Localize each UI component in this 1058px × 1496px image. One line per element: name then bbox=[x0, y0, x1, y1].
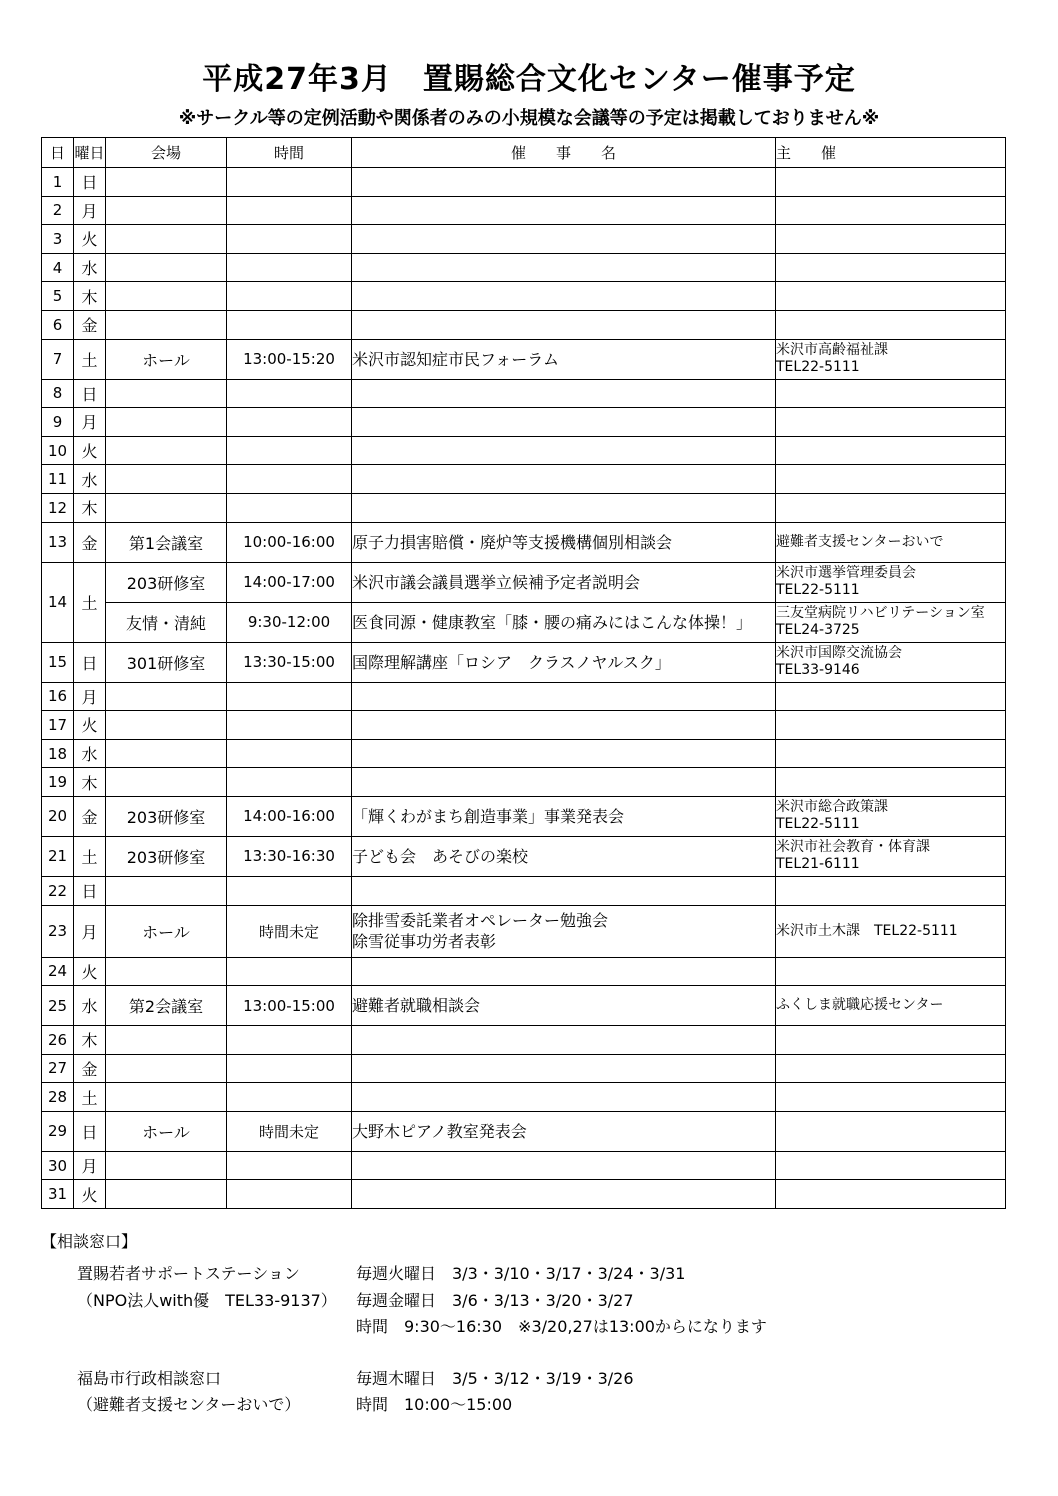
cell-event bbox=[352, 711, 776, 740]
header-event: 催 事 名 bbox=[352, 138, 776, 168]
cell-time bbox=[227, 436, 352, 465]
cell-venue bbox=[106, 253, 227, 282]
cell-day: 15 bbox=[42, 642, 74, 682]
cell-venue bbox=[106, 379, 227, 408]
cell-time bbox=[227, 1026, 352, 1055]
header-weekday: 曜日 bbox=[74, 138, 106, 168]
cell-venue: 第2会議室 bbox=[106, 986, 227, 1026]
cell-weekday: 土 bbox=[74, 339, 106, 379]
cell-venue bbox=[106, 1151, 227, 1180]
consult-org-1-sub: （NPO法人with優 TEL33-9137） bbox=[77, 1291, 337, 1310]
cell-host bbox=[776, 957, 1006, 986]
table-row bbox=[42, 339, 1006, 379]
event-line: 除雪従事功労者表彰 bbox=[352, 932, 497, 951]
cell-time: 13:00-15:00 bbox=[227, 986, 352, 1026]
cell-day: 10 bbox=[42, 436, 74, 465]
cell-event bbox=[352, 986, 776, 1026]
cell-event bbox=[352, 876, 776, 905]
cell-event bbox=[352, 168, 776, 197]
cell-host bbox=[776, 1026, 1006, 1055]
cell-day: 23 bbox=[42, 905, 74, 957]
cell-venue bbox=[106, 768, 227, 797]
cell-time: 13:00-15:20 bbox=[227, 339, 352, 379]
table-row bbox=[42, 642, 1006, 682]
cell-time: 14:00-16:00 bbox=[227, 796, 352, 836]
host-line: TEL22-5111 bbox=[776, 359, 860, 376]
cell-event bbox=[352, 1083, 776, 1112]
cell-day: 16 bbox=[42, 682, 74, 711]
cell-weekday: 水 bbox=[74, 739, 106, 768]
cell-day: 17 bbox=[42, 711, 74, 740]
cell-host bbox=[776, 253, 1006, 282]
host-line: 米沢市社会教育・体育課 bbox=[776, 839, 930, 856]
cell-weekday: 月 bbox=[74, 905, 106, 957]
table-row bbox=[42, 905, 1006, 957]
table-row bbox=[42, 1026, 1006, 1055]
cell-time: 10:00-16:00 bbox=[227, 522, 352, 562]
cell-day: 20 bbox=[42, 796, 74, 836]
cell-weekday: 月 bbox=[74, 196, 106, 225]
cell-weekday: 木 bbox=[74, 282, 106, 311]
cell-weekday: 水 bbox=[74, 986, 106, 1026]
cell-day: 7 bbox=[42, 339, 74, 379]
cell-venue: ホール bbox=[106, 905, 227, 957]
cell-host bbox=[776, 310, 1006, 339]
event-line: 原子力損害賠償・廃炉等支援機構個別相談会 bbox=[352, 532, 673, 552]
cell-weekday: 日 bbox=[74, 642, 106, 682]
cell-venue bbox=[106, 493, 227, 522]
host-line: 米沢市総合政策課 bbox=[776, 799, 888, 816]
cell-day: 25 bbox=[42, 986, 74, 1026]
cell-venue bbox=[106, 408, 227, 437]
cell-time bbox=[227, 408, 352, 437]
cell-time bbox=[227, 739, 352, 768]
cell-event bbox=[352, 310, 776, 339]
cell-weekday: 金 bbox=[74, 522, 106, 562]
cell-weekday: 木 bbox=[74, 493, 106, 522]
cell-venue bbox=[106, 1026, 227, 1055]
cell-weekday: 火 bbox=[74, 225, 106, 254]
cell-day: 5 bbox=[42, 282, 74, 311]
cell-time bbox=[227, 310, 352, 339]
event-line: 医食同源・健康教室「膝・腰の痛みにはこんな体操！」 bbox=[352, 612, 753, 632]
cell-venue: 301研修室 bbox=[106, 642, 227, 682]
consult-2-line1: 毎週木曜日 3/5・3/12・3/19・3/26 bbox=[356, 1369, 634, 1388]
table-row bbox=[42, 282, 1006, 311]
cell-host bbox=[776, 1054, 1006, 1083]
cell-event bbox=[352, 339, 776, 379]
cell-event bbox=[352, 253, 776, 282]
consult-1-line2: 毎週金曜日 3/6・3/13・3/20・3/27 bbox=[356, 1291, 634, 1310]
cell-host bbox=[776, 339, 1006, 379]
table-row bbox=[42, 379, 1006, 408]
table-row bbox=[42, 768, 1006, 797]
consult-1-line3: 時間 9:30～16:30 ※3/20,27は13:00からになります bbox=[356, 1317, 767, 1336]
cell-time bbox=[227, 1083, 352, 1112]
cell-day: 8 bbox=[42, 379, 74, 408]
cell-weekday: 水 bbox=[74, 253, 106, 282]
cell-time bbox=[227, 711, 352, 740]
host-line: TEL21-6111 bbox=[776, 856, 860, 873]
cell-time bbox=[227, 225, 352, 254]
cell-venue bbox=[106, 436, 227, 465]
cell-weekday: 月 bbox=[74, 408, 106, 437]
cell-host bbox=[776, 1111, 1006, 1151]
host-line: 三友堂病院リハビリテーション室 bbox=[776, 605, 985, 622]
event-line: 除排雪委託業者オペレーター勉強会 bbox=[352, 911, 609, 930]
cell-time bbox=[227, 1054, 352, 1083]
cell-venue bbox=[106, 465, 227, 494]
cell-time bbox=[227, 253, 352, 282]
cell-event bbox=[352, 957, 776, 986]
cell-event bbox=[352, 379, 776, 408]
cell-weekday: 水 bbox=[74, 465, 106, 494]
host-line: 米沢市土木課 TEL22-5111 bbox=[776, 922, 958, 939]
cell-time bbox=[227, 1180, 352, 1209]
cell-weekday: 火 bbox=[74, 711, 106, 740]
host-line: TEL22-5111 bbox=[776, 582, 860, 599]
cell-event bbox=[352, 1026, 776, 1055]
host-line: 避難者支援センターおいで bbox=[776, 533, 944, 550]
table-row bbox=[42, 1180, 1006, 1209]
table-row bbox=[42, 836, 1006, 876]
table-row bbox=[42, 522, 1006, 562]
cell-event bbox=[352, 905, 776, 957]
cell-event bbox=[352, 682, 776, 711]
cell-venue bbox=[106, 196, 227, 225]
table-row bbox=[42, 310, 1006, 339]
cell-day: 21 bbox=[42, 836, 74, 876]
cell-weekday: 日 bbox=[74, 876, 106, 905]
table-row bbox=[42, 876, 1006, 905]
cell-time bbox=[227, 957, 352, 986]
cell-host bbox=[776, 642, 1006, 682]
cell-day: 2 bbox=[42, 196, 74, 225]
cell-time bbox=[227, 196, 352, 225]
cell-day: 14 bbox=[42, 562, 74, 642]
cell-event bbox=[352, 836, 776, 876]
schedule-table bbox=[41, 137, 1006, 1209]
cell-venue bbox=[106, 739, 227, 768]
cell-weekday: 火 bbox=[74, 436, 106, 465]
cell-day: 11 bbox=[42, 465, 74, 494]
cell-venue: ホール bbox=[106, 1111, 227, 1151]
cell-day: 24 bbox=[42, 957, 74, 986]
cell-weekday: 日 bbox=[74, 379, 106, 408]
cell-time: 14:00-17:00 bbox=[227, 562, 352, 602]
cell-day: 29 bbox=[42, 1111, 74, 1151]
cell-day: 26 bbox=[42, 1026, 74, 1055]
cell-venue bbox=[106, 876, 227, 905]
table-row bbox=[42, 957, 1006, 986]
cell-time: 13:30-16:30 bbox=[227, 836, 352, 876]
cell-weekday: 金 bbox=[74, 1054, 106, 1083]
cell-event bbox=[352, 562, 776, 602]
table-row bbox=[42, 711, 1006, 740]
cell-host bbox=[776, 711, 1006, 740]
header-time: 時間 bbox=[227, 138, 352, 168]
cell-event bbox=[352, 602, 776, 642]
page-subtitle: ※サークル等の定例活動や関係者のみの小規模な会議等の予定は掲載しておりません※ bbox=[178, 108, 880, 129]
cell-time: 9:30-12:00 bbox=[227, 602, 352, 642]
cell-venue bbox=[106, 310, 227, 339]
host-line: 米沢市高齢福祉課 bbox=[776, 342, 888, 359]
table-row bbox=[42, 1054, 1006, 1083]
cell-venue: 第1会議室 bbox=[106, 522, 227, 562]
host-line: ふくしま就職応援センター bbox=[776, 997, 944, 1014]
cell-time bbox=[227, 282, 352, 311]
schedule-body bbox=[42, 168, 1006, 1209]
cell-event bbox=[352, 282, 776, 311]
cell-event bbox=[352, 739, 776, 768]
table-row bbox=[42, 408, 1006, 437]
table-row bbox=[42, 562, 1006, 602]
event-line: 大野木ピアノ教室発表会 bbox=[352, 1121, 527, 1141]
cell-event bbox=[352, 1054, 776, 1083]
cell-host bbox=[776, 465, 1006, 494]
cell-event bbox=[352, 768, 776, 797]
header-venue: 会場 bbox=[106, 138, 227, 168]
table-row bbox=[42, 465, 1006, 494]
cell-host bbox=[776, 493, 1006, 522]
cell-weekday: 木 bbox=[74, 768, 106, 797]
cell-day: 28 bbox=[42, 1083, 74, 1112]
cell-host bbox=[776, 196, 1006, 225]
table-row bbox=[42, 739, 1006, 768]
cell-time bbox=[227, 682, 352, 711]
cell-host bbox=[776, 796, 1006, 836]
cell-day: 13 bbox=[42, 522, 74, 562]
host-line: TEL24-3725 bbox=[776, 622, 860, 639]
cell-venue bbox=[106, 1180, 227, 1209]
cell-event bbox=[352, 1180, 776, 1209]
cell-host bbox=[776, 1180, 1006, 1209]
cell-day: 1 bbox=[42, 168, 74, 197]
cell-weekday: 土 bbox=[74, 562, 106, 642]
cell-host bbox=[776, 1151, 1006, 1180]
cell-host bbox=[776, 1083, 1006, 1112]
cell-event bbox=[352, 522, 776, 562]
cell-day: 27 bbox=[42, 1054, 74, 1083]
consult-org-2-sub: （避難者支援センターおいで） bbox=[77, 1395, 301, 1414]
cell-host bbox=[776, 602, 1006, 642]
consult-2-line2: 時間 10:00～15:00 bbox=[356, 1395, 513, 1414]
event-line: 米沢市議会議員選挙立候補予定者説明会 bbox=[352, 572, 641, 592]
cell-weekday: 土 bbox=[74, 1083, 106, 1112]
cell-event bbox=[352, 796, 776, 836]
cell-day: 19 bbox=[42, 768, 74, 797]
cell-host bbox=[776, 408, 1006, 437]
cell-venue: 友情・清純 bbox=[106, 602, 227, 642]
table-row bbox=[42, 1151, 1006, 1180]
header-host: 主 催 bbox=[776, 138, 1006, 168]
cell-weekday: 火 bbox=[74, 1180, 106, 1209]
cell-day: 12 bbox=[42, 493, 74, 522]
cell-event bbox=[352, 408, 776, 437]
cell-host bbox=[776, 768, 1006, 797]
table-row bbox=[42, 168, 1006, 197]
cell-day: 18 bbox=[42, 739, 74, 768]
host-line: 米沢市国際交流協会 bbox=[776, 645, 902, 662]
table-header-row bbox=[42, 138, 1006, 168]
cell-time: 時間未定 bbox=[227, 905, 352, 957]
cell-host bbox=[776, 682, 1006, 711]
cell-day: 22 bbox=[42, 876, 74, 905]
table-row bbox=[42, 1111, 1006, 1151]
table-row bbox=[42, 253, 1006, 282]
cell-host bbox=[776, 379, 1006, 408]
cell-venue: 203研修室 bbox=[106, 796, 227, 836]
table-row bbox=[42, 196, 1006, 225]
host-line: TEL22-5111 bbox=[776, 816, 860, 833]
cell-event bbox=[352, 196, 776, 225]
cell-host bbox=[776, 836, 1006, 876]
consult-1-line1: 毎週火曜日 3/3・3/10・3/17・3/24・3/31 bbox=[356, 1264, 686, 1283]
cell-time bbox=[227, 768, 352, 797]
cell-weekday: 金 bbox=[74, 310, 106, 339]
cell-venue bbox=[106, 1083, 227, 1112]
host-line: TEL33-9146 bbox=[776, 662, 860, 679]
cell-host bbox=[776, 225, 1006, 254]
cell-time bbox=[227, 1151, 352, 1180]
table-row bbox=[42, 682, 1006, 711]
cell-weekday: 月 bbox=[74, 1151, 106, 1180]
cell-weekday: 土 bbox=[74, 836, 106, 876]
event-line: 避難者就職相談会 bbox=[352, 996, 481, 1016]
cell-weekday: 火 bbox=[74, 957, 106, 986]
page-title: 平成27年3月 置賜総合文化センター催事予定 bbox=[202, 62, 856, 97]
cell-event bbox=[352, 1111, 776, 1151]
cell-venue bbox=[106, 282, 227, 311]
cell-venue: 203研修室 bbox=[106, 836, 227, 876]
cell-event bbox=[352, 465, 776, 494]
cell-time bbox=[227, 876, 352, 905]
cell-event bbox=[352, 1151, 776, 1180]
cell-weekday: 木 bbox=[74, 1026, 106, 1055]
cell-host bbox=[776, 986, 1006, 1026]
cell-time: 時間未定 bbox=[227, 1111, 352, 1151]
consultation-heading: 【相談窓口】 bbox=[41, 1232, 138, 1251]
table-row bbox=[42, 1083, 1006, 1112]
cell-venue bbox=[106, 225, 227, 254]
cell-host bbox=[776, 739, 1006, 768]
cell-day: 9 bbox=[42, 408, 74, 437]
cell-event bbox=[352, 225, 776, 254]
cell-day: 4 bbox=[42, 253, 74, 282]
cell-day: 6 bbox=[42, 310, 74, 339]
table-row bbox=[42, 225, 1006, 254]
cell-venue bbox=[106, 1054, 227, 1083]
cell-weekday: 日 bbox=[74, 1111, 106, 1151]
cell-venue: ホール bbox=[106, 339, 227, 379]
cell-venue bbox=[106, 168, 227, 197]
cell-time: 13:30-15:00 bbox=[227, 642, 352, 682]
cell-venue bbox=[106, 957, 227, 986]
cell-time bbox=[227, 493, 352, 522]
cell-host bbox=[776, 562, 1006, 602]
host-line: 米沢市選挙管理委員会 bbox=[776, 565, 916, 582]
cell-day: 3 bbox=[42, 225, 74, 254]
cell-event bbox=[352, 493, 776, 522]
table-row bbox=[42, 493, 1006, 522]
cell-time bbox=[227, 379, 352, 408]
event-line: 国際理解講座「ロシア クラスノヤルスク」 bbox=[352, 652, 671, 672]
header-day: 日 bbox=[42, 138, 74, 168]
cell-time bbox=[227, 168, 352, 197]
consult-org-2: 福島市行政相談窓口 bbox=[77, 1369, 222, 1388]
consult-org-1: 置賜若者サポートステーション bbox=[77, 1264, 300, 1283]
cell-day: 31 bbox=[42, 1180, 74, 1209]
cell-venue bbox=[106, 682, 227, 711]
table-row bbox=[42, 796, 1006, 836]
event-line: 子ども会 あそびの楽校 bbox=[352, 846, 529, 866]
table-row bbox=[42, 602, 1006, 642]
cell-time bbox=[227, 465, 352, 494]
cell-host bbox=[776, 282, 1006, 311]
event-line: 「輝くわがまち創造事業」事業発表会 bbox=[352, 806, 625, 826]
cell-venue bbox=[106, 711, 227, 740]
table-row bbox=[42, 986, 1006, 1026]
cell-weekday: 金 bbox=[74, 796, 106, 836]
table-row bbox=[42, 436, 1006, 465]
cell-host bbox=[776, 436, 1006, 465]
cell-day: 30 bbox=[42, 1151, 74, 1180]
event-line: 米沢市認知症市民フォーラム bbox=[352, 349, 560, 369]
cell-weekday: 日 bbox=[74, 168, 106, 197]
cell-host bbox=[776, 876, 1006, 905]
cell-venue: 203研修室 bbox=[106, 562, 227, 602]
cell-host bbox=[776, 168, 1006, 197]
cell-host bbox=[776, 905, 1006, 957]
cell-weekday: 月 bbox=[74, 682, 106, 711]
cell-event bbox=[352, 436, 776, 465]
cell-event bbox=[352, 642, 776, 682]
cell-host bbox=[776, 522, 1006, 562]
